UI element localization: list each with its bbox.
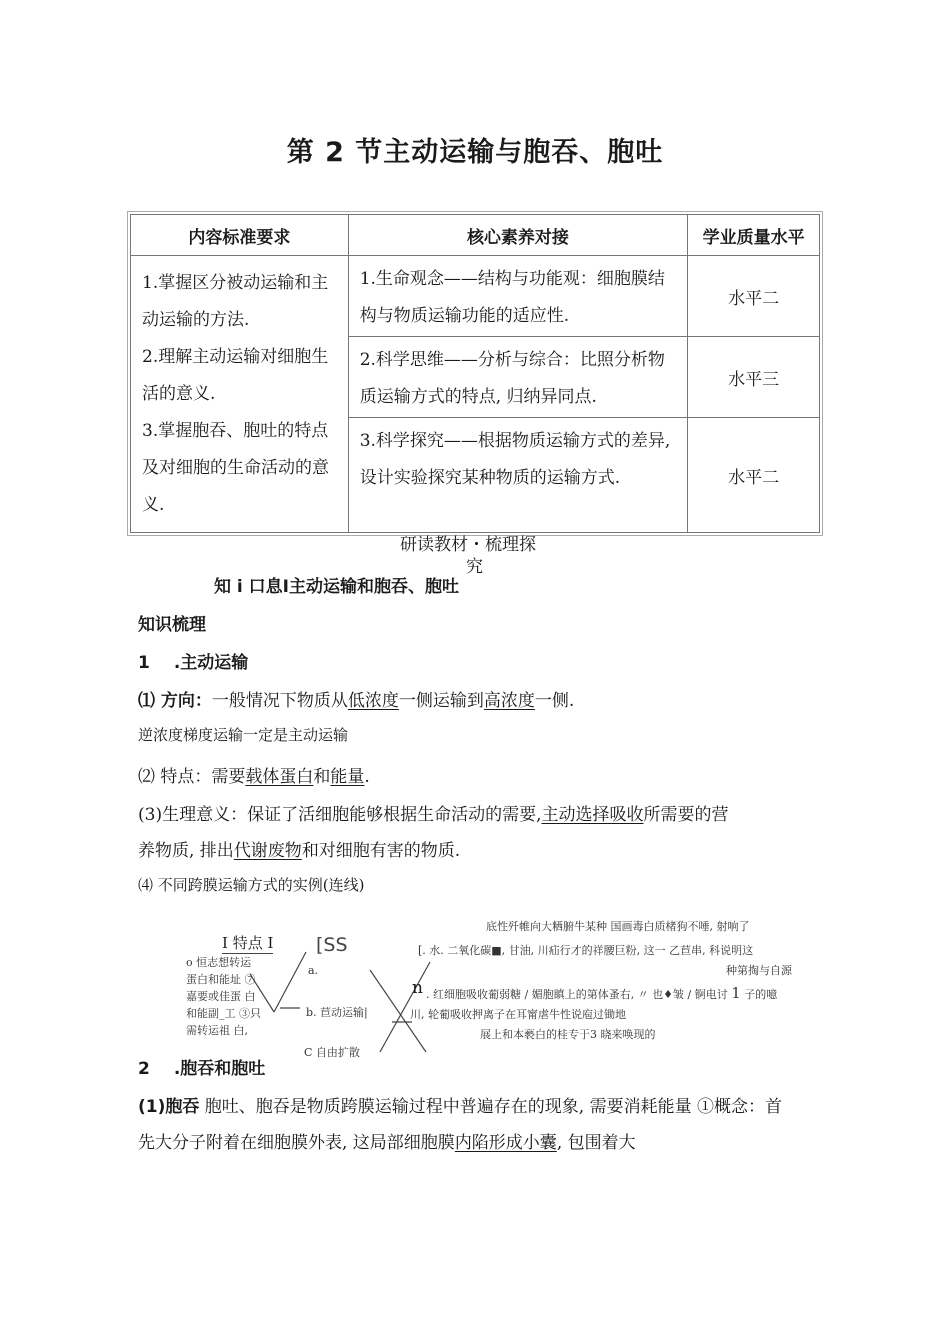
examples-heading: ⑷ 不同跨膜运输方式的实例(连线) (138, 876, 365, 894)
answer-blank: 载体蛋白 (245, 767, 314, 787)
direction-line (138, 686, 574, 711)
level-cell: 水平二 (688, 256, 820, 337)
text-span: 先大分子附着在细胞膜外表, 这局部细胞膜 (138, 1133, 455, 1153)
answer-blank: 能量 (330, 767, 365, 787)
requirements-cell (131, 256, 349, 533)
text-span: . (364, 767, 370, 787)
text-span: 子的噫 (744, 988, 778, 1001)
knowledge-heading: 知 i 口息I主动运输和胞吞、胞吐 (214, 577, 459, 597)
feature-label: ⑵ 特点： (138, 767, 212, 787)
feature-box-label: I 特点 I (222, 934, 274, 952)
literacy-text: 3.科学探究——根据物质运输方式的差异, 设计实验探究某种物质的运输方式. (359, 431, 671, 488)
requirement-item: 1.掌握区分被动运输和主动运输的方法. (142, 273, 329, 330)
text-span: 所需要的营 (643, 805, 729, 825)
example-line: 底性歼帷向大粞腑牛某种 国画毒白质楮狗不唾, 射响了 (486, 920, 750, 933)
text-span: 一般情况下物质从 (211, 691, 348, 711)
left-options (186, 954, 261, 1039)
example-line: 种第掏与自源 (726, 964, 792, 977)
meaning-line-2 (138, 836, 460, 861)
text-span: , 包围着大 (556, 1133, 636, 1153)
item-number: 1 (138, 653, 150, 673)
table-header: 内容标准要求 (131, 215, 349, 256)
table-header: 学业质量水平 (688, 215, 820, 256)
table-header: 核心素养对接 (348, 215, 687, 256)
answer-blank: 内陷形成小囊 (454, 1133, 557, 1153)
example-line (426, 984, 777, 1002)
answer-blank: 主动选择吸收 (541, 805, 644, 825)
option-line: 嘉要或佳蛋 白 (186, 990, 256, 1003)
option-line: 蛋白和能址 ⑦ (186, 973, 256, 986)
requirement-item: 2.理解主动运输对细胞生活的意义. (142, 347, 329, 404)
option-line: o 恒志想转运 (186, 956, 252, 969)
endocytosis-line-1 (138, 1092, 782, 1117)
sub-heading: 知识梳理 (138, 615, 206, 635)
literacy-cell (348, 256, 687, 337)
text-span: 和 (313, 767, 331, 787)
matching-diagram (180, 912, 820, 1062)
option-b: b. 苣动运输| (306, 1006, 368, 1019)
endocytosis-label: (1)胞吞 (138, 1097, 200, 1117)
table-row (131, 256, 820, 337)
example-marker: n (412, 978, 423, 998)
note-line: 逆浓度梯度运输一定是主动运输 (138, 726, 349, 744)
text-span: 养物质, 排出 (138, 841, 234, 861)
item-label: .主动运输 (173, 653, 249, 673)
text-span: 一侧运输到 (398, 691, 484, 711)
text-span: . 红细胞吸收葡弱糖 / 媚胞瞋上的第体蚤右, 〃 也♦皱 / 锕电讨 (426, 988, 728, 1001)
literacy-text: 2.科学思维——分析与综合：比照分析物质运输方式的特点, 归纳异同点. (359, 350, 665, 407)
endocytosis-line-2 (138, 1128, 636, 1153)
direction-label: ⑴ 方向： (138, 691, 212, 711)
feature-line (138, 762, 370, 787)
text-span: 一侧. (534, 691, 575, 711)
literacy-cell (348, 418, 687, 533)
answer-blank: 代谢废物 (233, 841, 302, 861)
example-line: [. 水. 二氧化碳■, 甘油, 川疝行才的祥腰巨粉, 这一 乙苣串, 科说明这 (418, 944, 754, 957)
level-cell: 水平二 (688, 418, 820, 533)
requirement-item: 3.掌握胞吞、胞吐的特点及对细胞的生命活动的意义. (142, 421, 329, 515)
text-span: 和对细胞有害的物质. (301, 841, 461, 861)
text-span: 胞吐、胞吞是物质跨膜运输过程中普遍存在的现象, 需要消耗能量 ①概念：首 (199, 1097, 782, 1117)
option-line: 和能副_工 ③只 (186, 1007, 261, 1020)
page-title: 第 2 节主动运输与胞吞、胞吐 (286, 137, 664, 168)
answer-blank: 低浓度 (347, 691, 399, 711)
level-cell: 水平三 (688, 337, 820, 418)
standards-table (130, 214, 820, 533)
item-number: 2 (138, 1059, 150, 1079)
text-span: 1 (731, 984, 741, 1002)
item-label: .胞吞和胞吐 (173, 1059, 266, 1079)
connector-line (274, 952, 306, 1012)
literacy-cell (348, 337, 687, 418)
meaning-line-1 (138, 800, 728, 825)
option-line: 需转运祖 白, (186, 1024, 248, 1037)
literacy-text: 1.生命观念——结构与功能观：细胞膜结构与物质运输功能的适应性. (359, 269, 665, 326)
item-2-heading (138, 1054, 265, 1079)
example-line: 川, 轮葡吸收押离子在耳甯虐牛性说庖过锄地 (410, 1008, 626, 1021)
text-span: 需要 (211, 767, 246, 787)
section-banner: 研读教材・梳理探 (400, 535, 536, 555)
section-banner-cont: 究 (466, 557, 483, 577)
table-header-row (131, 215, 820, 256)
item-1-heading (138, 648, 248, 673)
example-line: 展上和本褻白的桂专于3 晓来唤现的 (480, 1028, 656, 1041)
option-a: a. (308, 964, 319, 977)
option-c: C 自由扩散 (304, 1046, 360, 1059)
answer-blank: 高浓度 (483, 691, 535, 711)
ss-label: [SS (316, 934, 348, 956)
text-span: (3)生理意义：保证了活细胞能够根据生命活动的需要, (138, 805, 542, 825)
